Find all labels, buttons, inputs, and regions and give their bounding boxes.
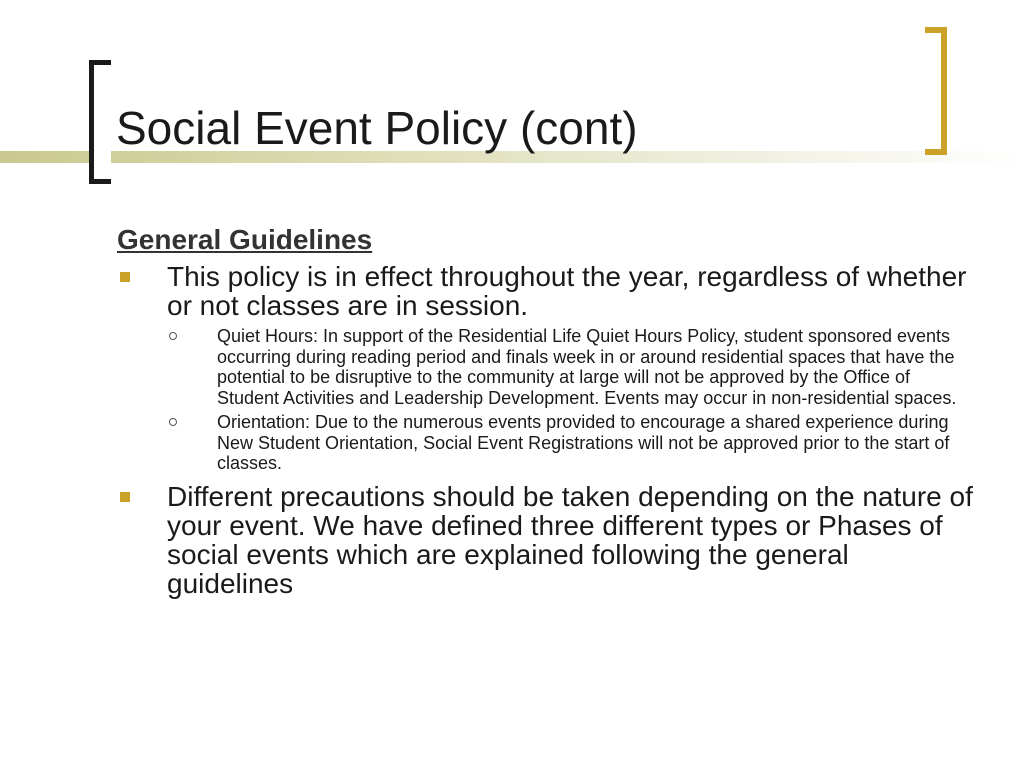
circle-bullet-icon	[169, 332, 177, 340]
square-bullet-icon	[120, 492, 130, 502]
slide-title: Social Event Policy (cont)	[116, 102, 638, 154]
bullet-item	[117, 482, 977, 598]
square-bullet-icon	[120, 272, 130, 282]
left-bracket-decoration	[89, 60, 111, 184]
section-heading: General Guidelines	[117, 224, 373, 255]
sub-bullet-item	[117, 326, 977, 408]
sub-bullet-text: Orientation: Due to the numerous events provided to encourage a shared experience during New Student Orientation, Social Event Registrations will not be approved prior to the start of classes.	[217, 412, 950, 473]
sub-bullet-item	[117, 412, 977, 474]
right-bracket-decoration	[925, 27, 947, 155]
bullet-text: Different precautions should be taken depending on the nature of your event. We have defined three different types or Phases of social events which are explained following the general guidelines	[167, 480, 973, 599]
sub-bullet-text: Quiet Hours: In support of the Residential Life Quiet Hours Policy, student sponsored events occurring during reading period and finals week in or around residential spaces that have the potential to be disruptive to the community at large will not be approved by the Office of Student Activities and Leadership Development. Events may occur in non-residential spaces.	[217, 326, 957, 408]
slide-body	[117, 222, 977, 598]
bullet-text: This policy is in effect throughout the year, regardless of whether or not classes are in session.	[167, 261, 967, 321]
circle-bullet-icon	[169, 418, 177, 426]
bullet-item	[117, 262, 977, 320]
